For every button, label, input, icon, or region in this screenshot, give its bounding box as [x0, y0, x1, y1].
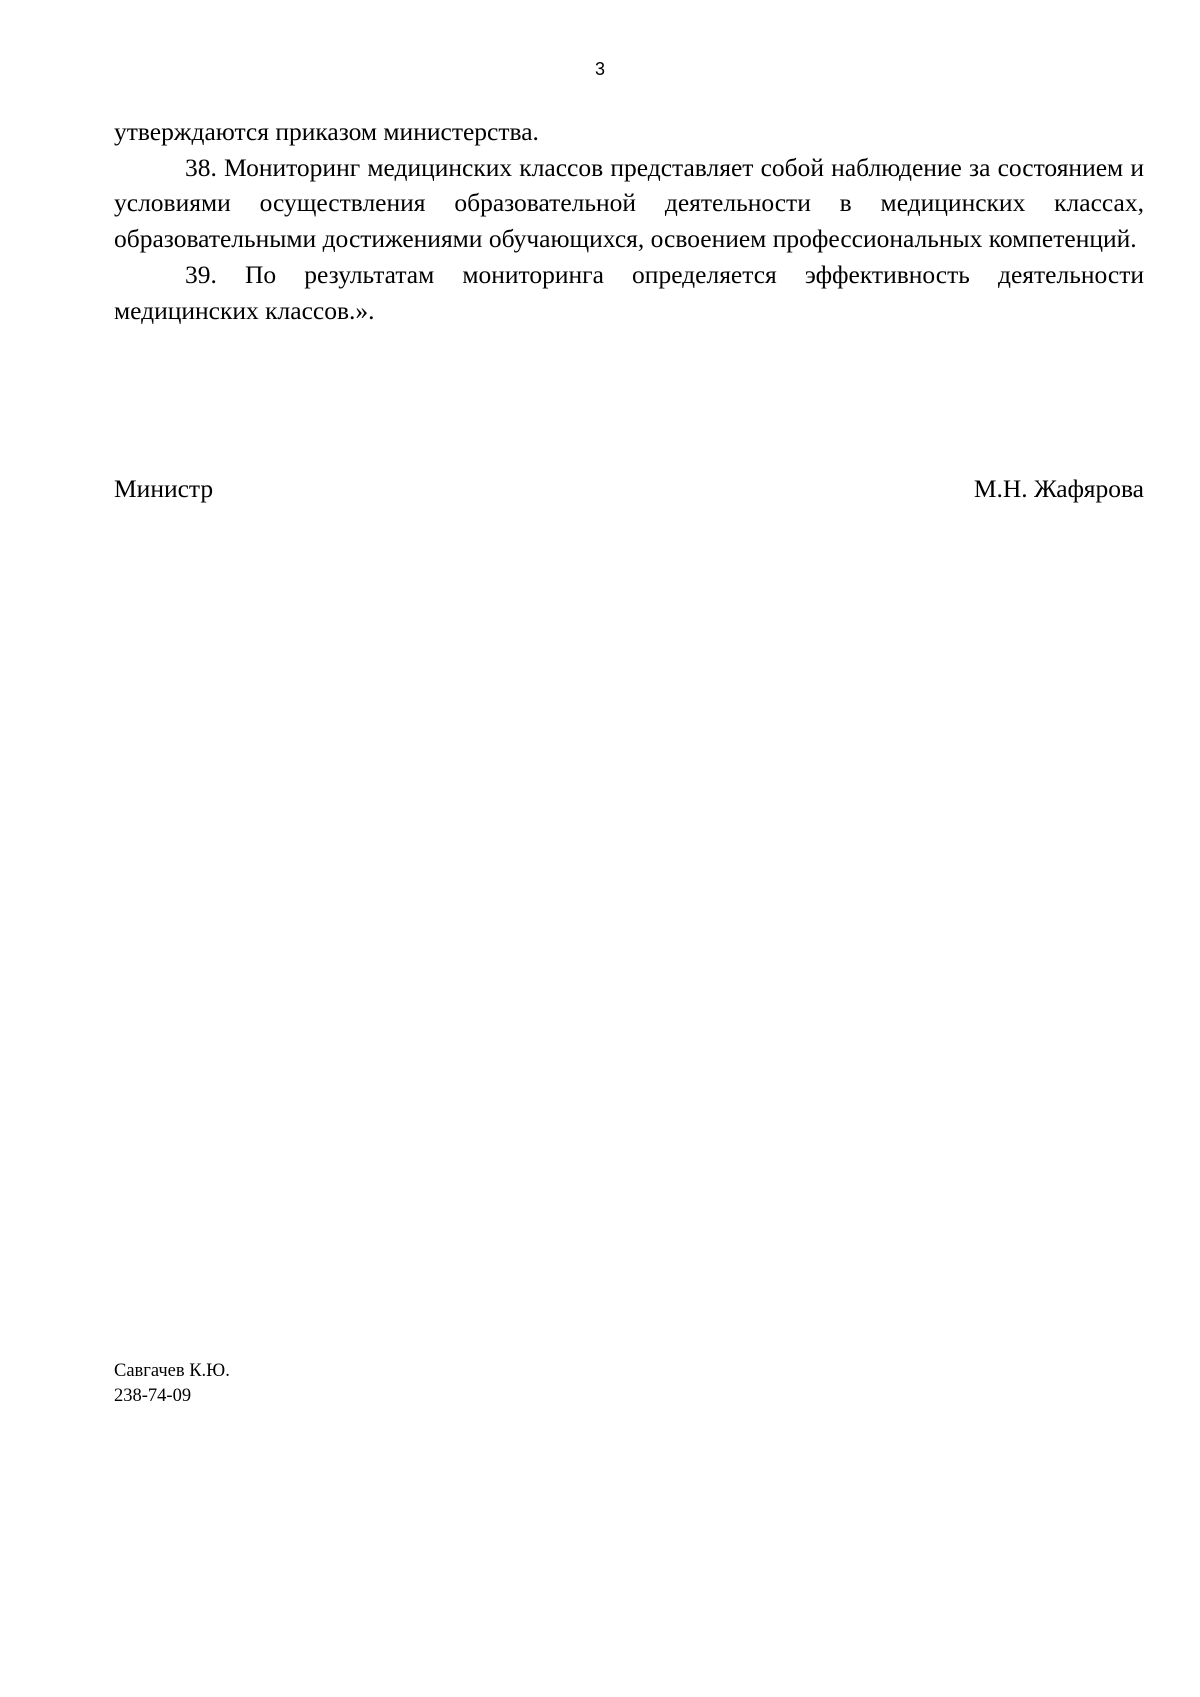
paragraph-39: 39. По результатам мониторинга определяется эффективность деятельности медицинских классов.».: [114, 259, 1144, 325]
executor-phone: 238-74-09: [114, 1386, 192, 1406]
document-body: [114, 114, 1144, 328]
page-number: 3: [594, 59, 605, 79]
executor-block: [114, 1359, 230, 1409]
paragraph-continuation: утверждаются приказом министерства.: [114, 117, 539, 146]
executor-name: Савгачев К.Ю.: [114, 1361, 230, 1381]
signatory-position: Министр: [114, 474, 214, 503]
signature-block: [114, 471, 1144, 507]
paragraph-38: 38. Мониторинг медицинских классов представляет собой наблюдение за состоянием и условиями осуществления образовательной деятельности в медицинских классах, образовательными достижениями обучающихся, освоением профессиональных компетенций.: [114, 152, 1144, 254]
signatory-name: М.Н. Жафярова: [973, 474, 1144, 503]
